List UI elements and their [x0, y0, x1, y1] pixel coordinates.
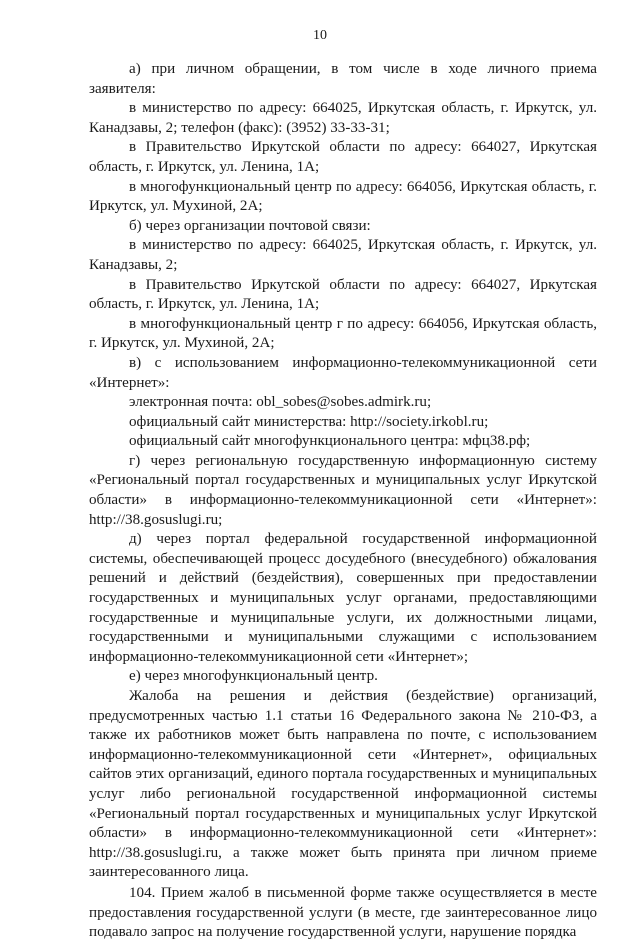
paragraph-b-post: б) через организации почтовой связи: — [129, 217, 371, 234]
paragraph-d-federal-portal: д) через портал федеральной государственной информационной системы, обеспечивающей процесс досудебного (внесудебного) обжалования решений и действий (бездействия), совершенных при предоставлении государственных и муниципальных услуг органами, предоставляющими государственные и муниципальные услуги, их должностными лицами, государственными и муниципальными служащими с использованием информационно-телекоммуникационной сети «Интернет»; — [89, 531, 597, 665]
paragraph-mfc-address: в многофункциональный центр по адресу: 664056, Иркутская область, г. Иркутск, ул. Мухиной, 2А; — [89, 178, 597, 215]
paragraph-email: электронная почта: obl_sobes@sobes.admirk.ru; — [129, 394, 432, 411]
paragraph-item-104: 104. Прием жалоб в письменной форме также осуществляется в месте предоставления государственной услуги (в месте, где заинтересованное лицо подавало запрос на получение государственной услуги, нарушение порядка — [89, 884, 597, 941]
document-body — [89, 60, 597, 943]
paragraph-government-address: в Правительство Иркутской области по адресу: 664027, Иркутская область, г. Иркутск, ул. Ленина, 1А; — [89, 139, 597, 175]
page-number: 10 — [313, 28, 327, 43]
paragraph-post-ministry: в министерство по адресу: 664025, Иркутская область, г. Иркутск, ул. Канадзавы, 2; — [89, 237, 597, 273]
paragraph-e-mfc: е) через многофункциональный центр. — [129, 668, 378, 685]
paragraph-a-personal: а) при личном обращении, в том числе в ходе личного приема заявителя: — [89, 61, 597, 97]
paragraph-mfc-site: официальный сайт многофункционального центра: мфц38.рф; — [129, 433, 531, 450]
paragraph-post-mfc: в многофункциональный центр г по адресу: 664056, Иркутская область, г. Иркутск, ул. Мухиной, 2А; — [89, 315, 597, 352]
paragraph-post-government: в Правительство Иркутской области по адресу: 664027, Иркутская область, г. Иркутск, ул. Ленина, 1А; — [89, 276, 597, 313]
paragraph-g-regional-portal: г) через региональную государственную информационную систему «Региональный портал государственных и муниципальных услуг Иркутской области» в информационно-телекоммуникационной сети «Интернет»: http://38.gosuslugi.ru; — [89, 452, 597, 528]
paragraph-complaint-organizations: Жалоба на решения и действия (бездействие) организаций, предусмотренных частью 1.1 статьи 16 Федерального закона № 210-ФЗ, а также их работников может быть направлена по почте, с использованием информационно-телекоммуникационной сети «Интернет», официальных сайтов этих организаций, единого портала государственных и муниципальных услуг либо региональной государственной информационной системы «Региональный портал государственных и муниципальных услуг Иркутской области» в информационно-телекоммуникационной сети «Интернет»: http://38.gosuslugi.ru, а также может быть принята при личном приеме заинтересованного лица. — [89, 688, 597, 881]
paragraph-ministry-site: официальный сайт министерства: http://society.irkobl.ru; — [129, 413, 489, 430]
paragraph-c-internet: в) с использованием информационно-телекоммуникационной сети «Интернет»: — [89, 354, 597, 391]
paragraph-ministry-address: в министерство по адресу: 664025, Иркутская область, г. Иркутск, ул. Канадзавы, 2; телефон (факс): (3952) 33-33-31; — [89, 100, 597, 136]
